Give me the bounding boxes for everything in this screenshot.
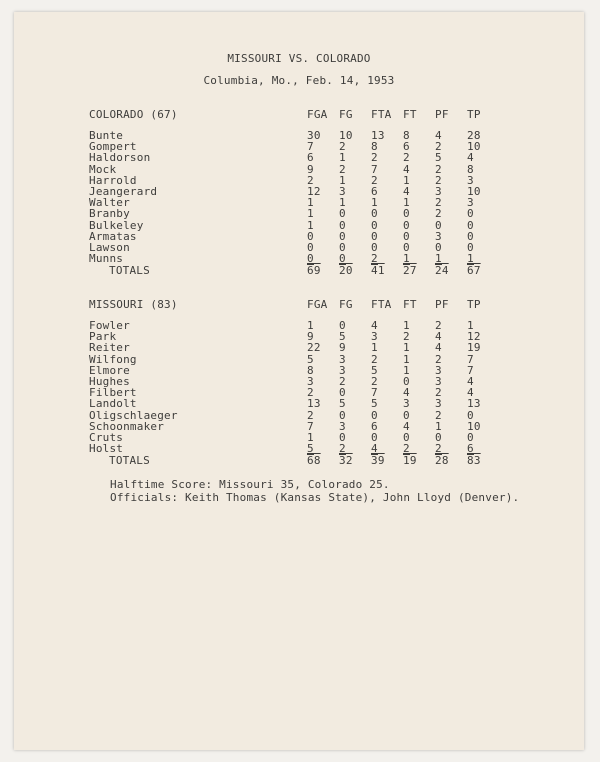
stat-value: 0 [371,218,378,232]
stat-value: 0 [339,207,346,221]
player-name: Landolt [89,397,137,411]
player-name: Reiter [89,341,130,355]
stat-value: 3 [339,419,346,433]
stat-value: 0 [371,408,378,422]
player-name: Fowler [89,319,130,332]
stat-value: 2 [435,173,442,187]
column-header: PF [435,108,449,121]
total-value: 27 [403,264,417,278]
total-value: 83 [467,454,481,468]
stat-value: 2 [339,375,346,389]
stat-value: 3 [435,229,442,243]
stat-value: 2 [435,140,442,154]
player-name: Harrold [89,173,137,187]
stat-value: 5 [371,397,378,411]
stat-value: 1 [339,196,346,210]
stat-value: 0 [339,386,346,400]
stat-value: 2 [435,162,442,176]
stat-value: 0 [467,218,474,232]
stat-value: 6 [403,140,410,154]
stat-value: 22 [307,341,321,355]
stat-value: 2 [371,375,378,389]
stat-value: 6 [371,185,378,199]
stat-value: 1 [403,173,410,187]
stat-value: 1 [307,196,314,210]
stat-value: 3 [467,173,474,187]
stat-value: 6 [371,419,378,433]
column-header-row [89,109,497,130]
stat-value: 0 [307,229,314,243]
stat-value: 4 [467,375,474,389]
totals-label: TOTALS [109,264,150,278]
stat-value: 3 [403,397,410,411]
stat-value: 1 [307,431,314,445]
stat-value: 0 [467,241,474,255]
total-value: 69 [307,264,321,278]
stat-value: 2 [339,442,346,456]
stat-value: 4 [403,185,410,199]
player-name: Jeangerard [89,185,158,199]
stat-value: 8 [467,162,474,176]
stat-value: 5 [307,352,314,366]
player-name: Elmore [89,363,130,377]
stat-value: 7 [371,162,378,176]
stat-value: 13 [307,397,321,411]
stat-value: 2 [307,173,314,187]
officials-line: Officials: Keith Thomas (Kansas State), John Lloyd (Denver). [110,491,520,504]
stat-value: 1 [403,352,410,366]
column-header: FG [339,298,353,311]
stat-value: 1 [435,419,442,433]
stat-value: 0 [339,218,346,232]
player-name: Lawson [89,241,130,255]
stat-value: 3 [435,375,442,389]
stat-value: 10 [339,129,353,142]
stat-value: 1 [307,207,314,221]
stat-value: 2 [339,140,346,154]
total-value: 32 [339,454,353,468]
stat-value: 0 [467,431,474,445]
stat-value: 7 [467,352,474,366]
stat-value: 8 [307,363,314,377]
column-header: FTA [371,108,392,121]
player-name: Armatas [89,229,137,243]
column-header-row [89,299,497,320]
total-value: 39 [371,454,385,468]
total-value: 41 [371,264,385,278]
stat-value: 1 [403,319,410,332]
stat-value: 7 [371,386,378,400]
stat-value: 13 [467,397,481,411]
stat-value: 0 [403,229,410,243]
total-value: 24 [435,264,449,278]
stat-value: 10 [467,419,481,433]
column-header: TP [467,108,481,121]
stat-value: 1 [403,341,410,355]
player-name: Walter [89,196,130,210]
stat-value: 0 [339,408,346,422]
column-header: TP [467,298,481,311]
document-title: MISSOURI VS. COLORADO [227,52,371,65]
total-value: 28 [435,454,449,468]
stat-value: 2 [435,386,442,400]
document-subtitle: Columbia, Mo., Feb. 14, 1953 [203,74,395,87]
stat-value: 0 [339,229,346,243]
stat-value: 0 [339,319,346,332]
player-name: Haldorson [89,151,151,165]
stat-value: 7 [307,419,314,433]
stat-value: 4 [467,151,474,165]
stat-value: 1 [371,196,378,210]
colorado-box-score [89,109,497,276]
stat-value: 13 [371,129,385,142]
stat-value: 4 [403,386,410,400]
stat-value: 6 [307,151,314,165]
stat-value: 30 [307,129,321,142]
stat-value: 12 [307,185,321,199]
stat-value: 0 [403,241,410,255]
stat-value: 1 [307,319,314,332]
stat-value: 1 [435,252,442,266]
stat-value: 28 [467,129,481,142]
player-name: Oligschlaeger [89,408,178,422]
total-value: 20 [339,264,353,278]
stat-value: 2 [371,173,378,187]
stat-value: 0 [403,218,410,232]
stat-value: 1 [339,151,346,165]
player-name: Bunte [89,129,124,142]
column-header: FGA [307,108,328,121]
stat-value: 2 [339,162,346,176]
stat-value: 4 [467,386,474,400]
halftime-score: Halftime Score: Missouri 35, Colorado 25. [110,478,390,491]
stat-value: 5 [435,151,442,165]
stat-value: 3 [339,352,346,366]
player-name: Holst [89,442,124,456]
stat-value: 2 [435,319,442,332]
player-name: Bulkeley [89,218,144,232]
team-heading: COLORADO (67) [89,108,178,121]
stat-value: 0 [403,431,410,445]
stat-value: 1 [339,173,346,187]
stat-value: 4 [435,341,442,355]
column-header: PF [435,298,449,311]
stat-value: 0 [371,207,378,221]
stat-value: 12 [467,330,481,344]
stat-value: 3 [467,196,474,210]
stat-value: 8 [403,129,410,142]
column-header: FTA [371,298,392,311]
stat-value: 3 [435,397,442,411]
player-name: Munns [89,252,124,266]
stat-value: 10 [467,185,481,199]
player-name: Branby [89,207,130,221]
stat-value: 4 [371,442,378,456]
stat-value: 4 [403,419,410,433]
player-name: Mock [89,162,117,176]
stat-value: 9 [339,341,346,355]
stat-value: 0 [339,252,346,266]
stat-value: 3 [435,185,442,199]
stat-value: 5 [307,442,314,456]
player-name: Hughes [89,375,130,389]
stat-value: 2 [371,252,378,266]
column-header: FT [403,298,417,311]
stat-value: 5 [339,397,346,411]
stat-value: 1 [371,341,378,355]
stat-value: 2 [435,442,442,456]
stat-value: 3 [339,363,346,377]
stat-value: 0 [339,431,346,445]
stat-value: 0 [467,207,474,221]
stat-value: 1 [467,252,474,266]
stat-value: 7 [467,363,474,377]
stat-value: 1 [403,252,410,266]
stat-value: 3 [435,363,442,377]
paper-sheet [14,12,584,750]
stat-value: 2 [371,151,378,165]
totals-row [89,455,497,466]
stat-value: 0 [339,241,346,255]
stat-value: 7 [307,140,314,154]
total-value: 19 [403,454,417,468]
stat-value: 0 [403,408,410,422]
stat-value: 0 [307,241,314,255]
stat-value: 4 [435,330,442,344]
total-value: 68 [307,454,321,468]
stat-value: 0 [307,252,314,266]
stat-value: 0 [371,241,378,255]
player-name: Filbert [89,386,137,400]
stat-value: 3 [339,185,346,199]
stat-value: 2 [435,352,442,366]
totals-row [89,265,497,276]
stat-value: 8 [371,140,378,154]
stat-value: 4 [403,162,410,176]
team-heading: MISSOURI (83) [89,298,178,311]
stat-value: 3 [307,375,314,389]
stat-value: 2 [403,151,410,165]
stat-value: 2 [435,408,442,422]
stat-value: 2 [403,330,410,344]
totals-label: TOTALS [109,454,150,468]
column-header: FT [403,108,417,121]
stat-value: 1 [467,319,474,332]
stat-value: 10 [467,140,481,154]
player-name: Gompert [89,140,137,154]
stat-value: 1 [403,196,410,210]
player-name: Park [89,330,117,344]
stat-value: 5 [339,330,346,344]
stat-value: 9 [307,330,314,344]
stat-value: 2 [307,386,314,400]
stat-value: 2 [403,442,410,456]
column-header: FG [339,108,353,121]
stat-value: 1 [307,218,314,232]
stat-value: 5 [371,363,378,377]
player-name: Schoonmaker [89,419,165,433]
stat-value: 2 [435,196,442,210]
stat-value: 0 [371,431,378,445]
stat-value: 2 [371,352,378,366]
stat-value: 4 [371,319,378,332]
missouri-box-score [89,299,497,466]
stat-value: 2 [435,207,442,221]
stat-value: 0 [403,375,410,389]
stat-value: 0 [403,207,410,221]
stat-value: 0 [435,431,442,445]
stat-value: 0 [435,218,442,232]
game-notes [110,478,519,504]
player-name: Wilfong [89,352,137,366]
stat-value: 19 [467,341,481,355]
stat-value: 6 [467,442,474,456]
stat-value: 3 [371,330,378,344]
column-header: FGA [307,298,328,311]
player-name: Cruts [89,431,124,445]
stat-value: 9 [307,162,314,176]
total-value: 67 [467,264,481,278]
stat-value: 0 [435,241,442,255]
stat-value: 0 [371,229,378,243]
stat-value: 4 [435,129,442,142]
stat-value: 2 [307,408,314,422]
stat-value: 0 [467,408,474,422]
stat-value: 1 [403,363,410,377]
stat-value: 0 [467,229,474,243]
